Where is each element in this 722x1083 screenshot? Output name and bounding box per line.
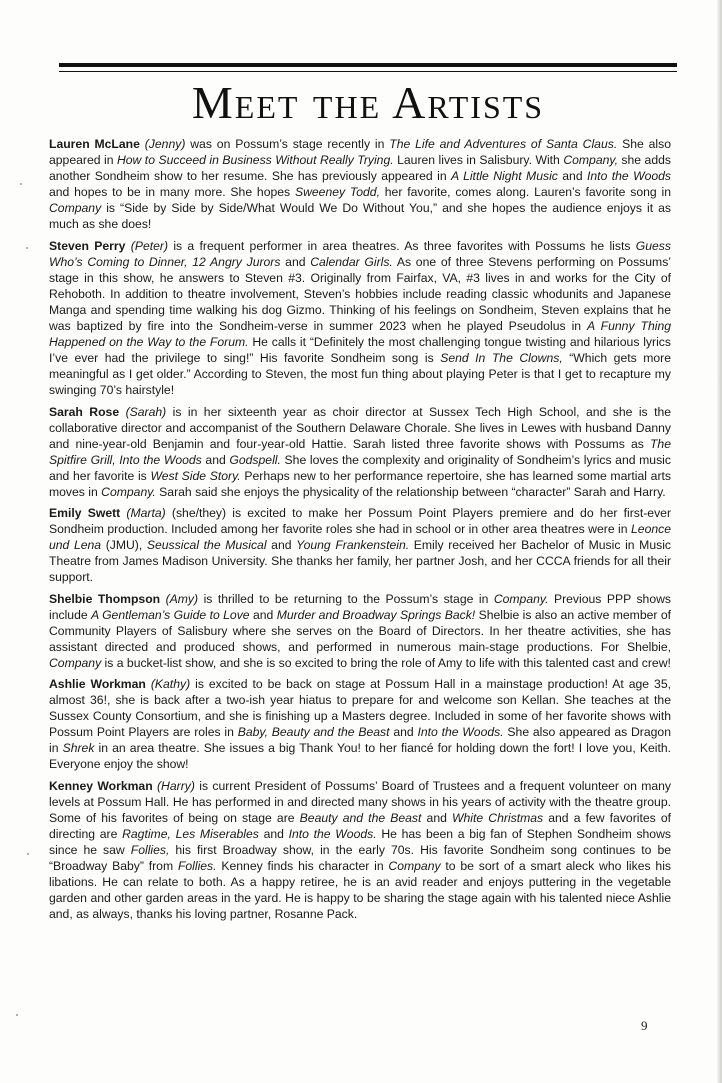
bio-text: She loves the complexity and originality of Sondheim’s lyrics and music and her favorite is [49,452,671,483]
title-reference: Ragtime, Les Miserables [122,826,259,841]
bio-text: She also appeared in [49,137,671,168]
page-title: Meet the Artists [191,77,545,128]
bio-text: to be sort of a smart aleck who likes his libations. He can relate to both. As a happy retiree, he is an avid reader and enjoys puttering in the vegetable garden and other garden areas in the yard. He is happy to be sharing the stage again with his talented niece Ashlie and, as always, thanks his loving partner, Rosanne Pack. [49,859,672,922]
page-number: 9 [641,1018,648,1033]
title-reference: The Life and Adventures of Santa Claus. [389,137,618,151]
title-reference: Baby, Beauty and the Beast [237,725,390,740]
bio-text: and [421,810,452,825]
bio-text: her favorite, comes along. Lauren’s favorite song in [379,185,671,200]
artist-role: (Harry) [157,778,195,793]
title-reference: Shrek [62,741,95,756]
scan-speck [27,853,29,855]
bio-text: and [249,607,277,622]
title-reference: Leonce und Lena [49,522,671,553]
artist-bio [49,676,671,773]
bio-text: his first Broadway show, in the early 70s. His favorite Sondheim song continues to be “Broadway Baby” from [49,842,671,874]
header-rule-thick [59,63,677,67]
title-reference: West Side Story. [150,468,241,483]
artist-bio [49,238,671,399]
title-reference: Company [49,655,102,670]
bio-text: Lauren lives in Salisbury. With [393,153,564,168]
bio-text: “Which gets more meaningful as I get older.” According to Steven, the most fun thing about playing Peter is that I get to recapture my swinging 70’s hairstyle! [49,351,671,398]
bio-text: is in her sixteenth year as choir director at Sussex Tech High School, and she is the collaborative director and accompanist of the Southern Delaware Chorale. She lives in Lewes with husband Danny and nine-year-old Benjamin and four-year-old Hattie. Sarah listed three favorite shows with Possums as [49,404,672,451]
title-reference: A Gentleman’s Guide to Love [91,607,250,622]
title-reference: Company, [563,153,618,168]
title-reference: Into the Woods. [417,725,504,740]
bio-text: was on Possum’s stage recently in [185,137,390,151]
title-reference: Follies. [177,859,217,874]
title-reference: Young Frankenstein. [296,538,410,553]
bio-text: As one of three Stevens performing on Possums’ stage in this show, he answers to Steven #3. Originally from Fairfax, VA, #3 lives in and works for the City of Rehoboth. In addition to theatre involvement, Steven’s hobbies include reading classic whodunits and Japanese Manga and spending time walking his dog Gizmo. Thinking of his feelings on Sondheim, Steven explains that he was baptized by fire into the Sondheim-verse in summer 2023 when he played Pseudolus in [49,254,671,334]
title-reference: Seussical the Musical [146,538,267,553]
header-rule-thin [59,71,677,72]
title-reference: White Christmas [452,810,544,825]
artist-name: Kenney Workman [49,778,153,793]
title-reference: Godspell. [229,452,281,467]
artist-role: (Amy) [165,591,199,606]
artist-name: Steven Perry [49,238,126,253]
bio-text: is a frequent performer in area theatres. As three favorites with Possums he lists [168,238,636,253]
artist-role: (Sarah) [125,404,167,419]
bio-text: Shelbie is also an active member of Community Players of Salisbury where she serves on the Board of Directors. In her theatre activities, she has assistant directed and produced shows, and performed in numerous main-stage productions. For Shelbie, [49,607,671,654]
title-reference: Guess Who’s Coming to Dinner, 12 Angry Jurors [49,238,671,269]
bio-text: she adds another Sondheim show to her resume. She has previously appeared in [49,153,671,184]
bio-text: and hopes to be in many more. She hopes [49,185,295,200]
bio-text: in an area theatre. She issues a big Thank You! to her fiancé for holding down the fort! I love you, Keith. Everyone enjoy the show! [49,741,671,772]
scan-speck [16,1014,18,1016]
bio-text: is current President of Possums’ Board of Trustees and a frequent volunteer on many levels at Possum Hall. He has performed in and directed many shows in his years of activity with the theatre group. Some of his favorites of being on stage are [49,778,672,825]
artist-bio [49,591,671,671]
title-reference: Beauty and the Beast [299,810,422,825]
title-reference: Company. [493,591,549,606]
bio-text: (JMU), [101,538,147,553]
title-reference: Company [388,859,441,874]
title-reference: Follies, [130,842,170,857]
artist-name: Emily Swett [49,506,121,521]
page-edge [717,0,722,1083]
title-reference: Company [49,201,102,216]
artist-name: Lauren McLane [49,137,140,151]
artist-role: (Kathy) [150,677,191,691]
bio-text: (she/they) is excited to make her Possum Point Players premiere and do her first-ever Sondheim production. Included among her favorite roles she had in school or in other area theatres were in [49,506,672,537]
artist-name: Ashlie Workman [49,677,146,691]
bio-text: He calls it “Definitely the most challenging tongue twisting and hilarious lyrics I’ve ever had the privilege to sing!” His favorite Sondheim song is [49,335,671,366]
artist-bio [49,778,671,923]
title-reference: Into the Woods [587,169,672,184]
bio-text: Kenney finds his character in [216,859,389,874]
bio-text: is “Side by Side by Side/What Would We Do Without You,” and she hopes the audience enjoys it as much as she does! [49,201,671,232]
bio-text: is thrilled to be returning to the Possum’s stage in [198,591,494,606]
title-reference: How to Succeed in Business Without Really Trying. [116,153,394,168]
artist-bio [49,404,671,501]
bio-text: Previous PPP shows include [49,591,672,622]
scan-speck [20,183,22,185]
bio-text: and [557,169,588,184]
bio-text: and [389,725,418,740]
artist-bio [49,505,671,585]
artist-name: Shelbie Thompson [49,591,161,606]
title-reference: Into the Woods. [288,826,377,841]
title-reference: The Spitfire Grill, Into the Woods [49,436,671,467]
artist-bio [49,136,671,233]
bio-text: and a few favorites of directing are [49,810,672,841]
title-reference: Murder and Broadway Springs Back! [276,607,476,622]
artist-name: Sarah Rose [49,404,120,419]
scan-speck [26,247,28,249]
title-reference: Send In The Clowns, [440,351,563,366]
bio-text: He has been a big fan of Stephen Sondheim shows since he saw [49,826,671,857]
bio-text: and [201,452,230,467]
title-reference: Sweeney Todd, [294,185,380,200]
bio-text: Perhaps new to her performance repertoire, she has learned some martial arts moves in [49,468,671,499]
title-reference: A Funny Thing Happened on the Way to the Forum. [49,319,672,350]
bio-text: and [258,826,289,841]
bio-text: is excited to be back on stage at Possum Hall in a mainstage production! At age 35, almost 36!, she is back after a two-ish year hiatus to prepare for and welcome son Kellan. She teaches at the Sussex County Consortium, and she is finishing up a Masters degree. Included in some of her favorite shows with Possum Point Players are roles in [49,677,671,740]
bio-text: Sarah said she enjoys the physicality of the relationship between “character” Sarah and Harry. [155,484,666,499]
bio-list [49,136,671,927]
artist-role: (Jenny) [144,137,186,151]
artist-role: (Peter) [130,238,169,253]
artist-role: (Marta) [126,506,166,521]
bio-text: Emily received her Bachelor of Music in Music Theatre from James Madison University. She thanks her family, her partner Josh, and her CCCA friends for all their support. [49,538,672,585]
bio-text: is a bucket-list show, and she is so excited to bring the role of Amy to life with this talented cast and crew! [101,655,671,670]
bio-text: She also appeared as Dragon in [49,725,671,756]
bio-text: and [280,254,311,269]
title-reference: Calendar Girls. [310,254,393,269]
title-reference: Company. [101,484,156,499]
title-reference: A Little Night Music [451,169,558,184]
bio-text: and [266,538,297,553]
